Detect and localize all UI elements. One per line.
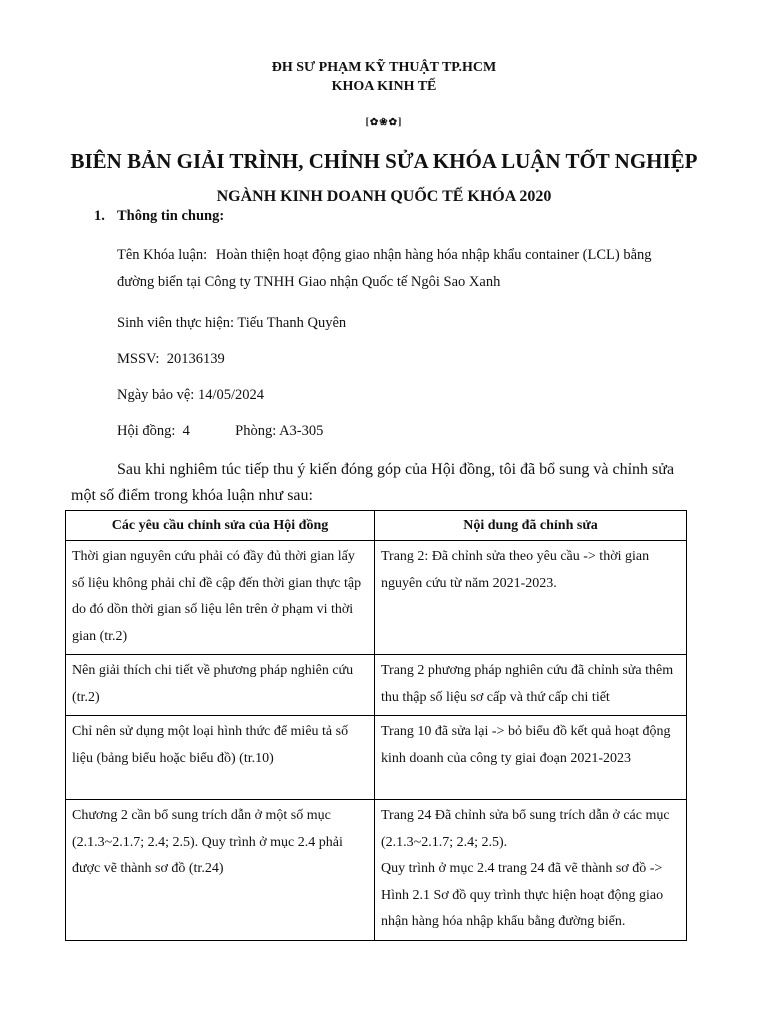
student-field [117, 315, 346, 332]
revision-text: Trang 2: Đã chỉnh sửa theo yêu cầu -> thời gian nguyên cứu từ năm 2021-2023. [381, 549, 650, 591]
document-subtitle: NGÀNH KINH DOANH QUỐC TẾ KHÓA 2020 [216, 188, 552, 205]
ornament-divider-icon: [✿❀✿] [365, 117, 403, 128]
mssv-field [117, 351, 225, 368]
room-label: Phòng: [235, 423, 277, 439]
revision-text: Quy trình ở mục 2.4 trang 24 đã vẽ thành sơ đồ -> Hình 2.1 Sơ đồ quy trình thực hiện hoạt động giao nhận hàng hóa nhập khẩu bằng đường biển. [381, 861, 664, 929]
section-heading-general-info [94, 208, 224, 225]
table-row [66, 655, 687, 716]
section-number: 1. [94, 208, 105, 224]
document-title: BIÊN BẢN GIẢI TRÌNH, CHỈNH SỬA KHÓA LUẬN TỐT NGHIỆP [70, 149, 698, 173]
revision-text: Trang 10 đã sửa lại -> bỏ biểu đồ kết quả hoạt động kinh doanh của công ty giai đoạn 2021-2023 [381, 724, 671, 766]
header-council-requests: Các yêu cầu chỉnh sửa của Hội đồng [66, 511, 375, 541]
defense-date-field [117, 387, 264, 404]
revision-cell [375, 800, 687, 941]
revision-text: Trang 2 phương pháp nghiên cứu đã chỉnh sửa thêm thu thập số liệu sơ cấp và thứ cấp chi tiết [381, 663, 674, 705]
section-heading-text: Thông tin chung: [117, 208, 225, 224]
defense-date-label: Ngày bảo vệ: [117, 387, 195, 403]
request-cell: Nên giải thích chi tiết về phương pháp nghiên cứu (tr.2) [66, 655, 375, 716]
faculty-name: KHOA KINH TẾ [331, 79, 437, 94]
request-cell: Chương 2 cần bổ sung trích dẫn ở một số mục (2.1.3~2.1.7; 2.4; 2.5). Quy trình ở mục 2.4 phải được vẽ thành sơ đồ (tr.24) [66, 800, 375, 941]
revision-table [65, 510, 687, 941]
thesis-title-label: Tên Khóa luận: [117, 247, 208, 263]
header-revised-content: Nội dung đã chỉnh sửa [375, 511, 687, 541]
council-value: 4 [182, 423, 190, 439]
revision-text: Trang 24 Đã chỉnh sửa bổ sung trích dẫn ở các mục (2.1.3~2.1.7; 2.4; 2.5). [381, 808, 670, 850]
table-row [66, 716, 687, 800]
table-header-row [66, 511, 687, 541]
student-label: Sinh viên thực hiện: [117, 315, 234, 331]
table-row [66, 541, 687, 655]
council-room-field [117, 423, 323, 440]
document-header [0, 58, 768, 96]
revision-cell [375, 655, 687, 716]
thesis-title-value: Hoàn thiện hoạt động giao nhận hàng hóa nhập khẩu container (LCL) bằng đường biển tại Công ty TNHH Giao nhận Quốc tế Ngôi Sao Xanh [117, 247, 652, 290]
table-row [66, 800, 687, 941]
request-cell: Thời gian nguyên cứu phải có đầy đủ thời gian lấy số liệu không phải chỉ đề cập đến thời gian thực tập do đó dồn thời gian số liệu lên trên ở phạm vi thời gian (tr.2) [66, 541, 375, 655]
defense-date-value: 14/05/2024 [197, 387, 264, 403]
thesis-title-field [117, 242, 687, 295]
university-name: ĐH SƯ PHẠM KỸ THUẬT TP.HCM [271, 60, 497, 75]
council-label: Hội đồng: [117, 423, 176, 439]
mssv-label: MSSV: [117, 351, 160, 367]
mssv-value: 20136139 [166, 351, 225, 367]
revision-cell [375, 716, 687, 800]
revision-cell [375, 541, 687, 655]
request-cell: Chỉ nên sử dụng một loại hình thức để miêu tả số liệu (bảng biểu hoặc biểu đồ) (tr.10) [66, 716, 375, 800]
student-name: Tiếu Thanh Quyên [237, 315, 347, 331]
room-value: A3-305 [279, 423, 324, 439]
intro-paragraph: Sau khi nghiêm túc tiếp thu ý kiến đóng góp của Hội đồng, tôi đã bổ sung và chỉnh sửa một số điểm trong khóa luận như sau: [71, 461, 675, 504]
